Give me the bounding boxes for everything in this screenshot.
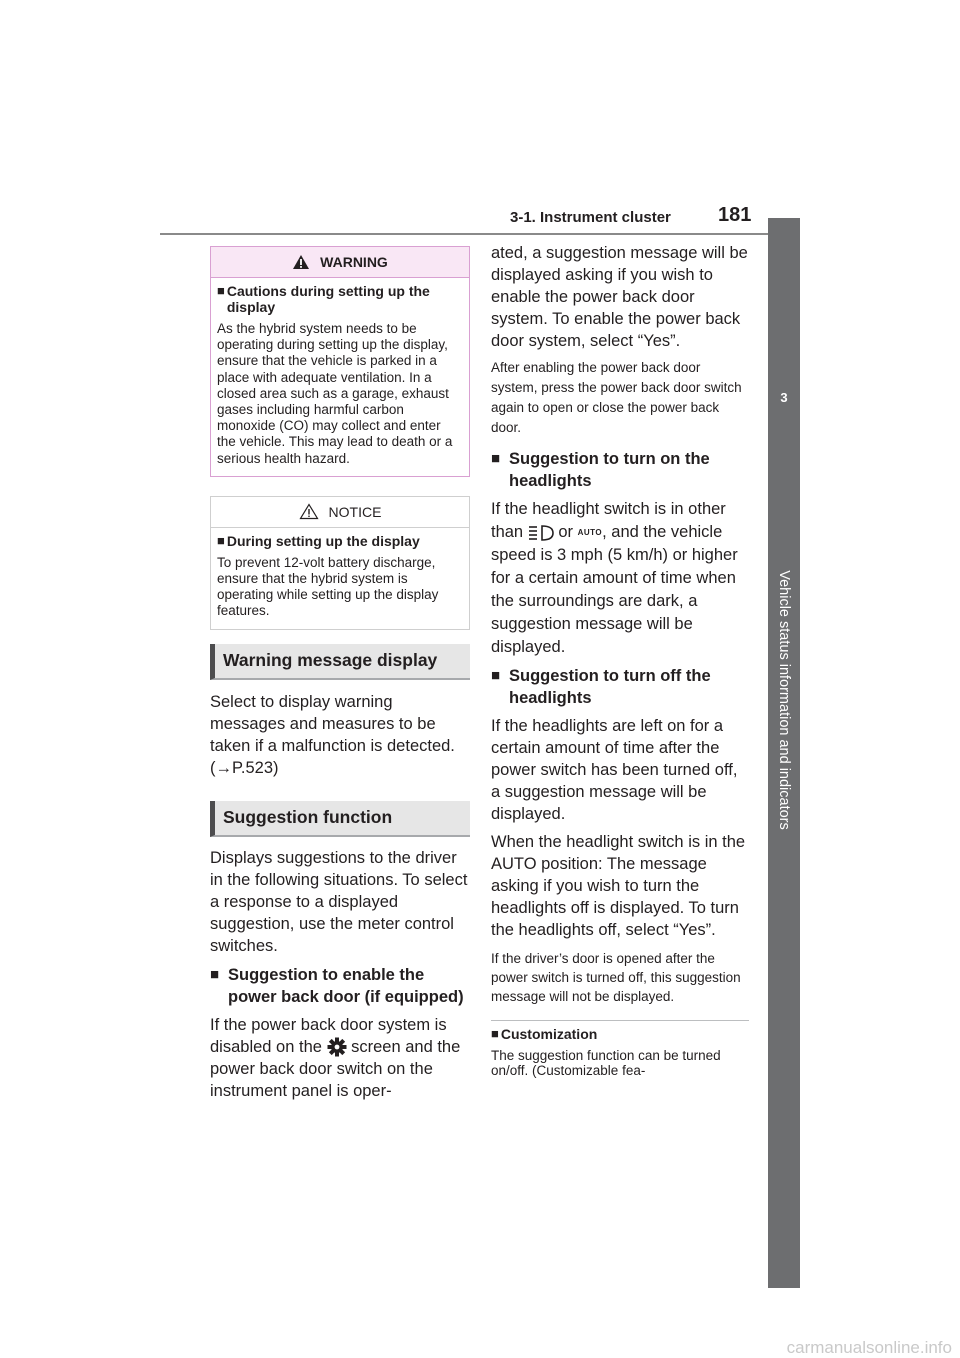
customization-heading: ■ Customization <box>491 1026 598 1043</box>
chapter-title: Vehicle status information and indicators <box>776 570 792 830</box>
suggestion-heading: Suggestion function <box>210 801 470 837</box>
notice-label: NOTICE <box>328 503 382 520</box>
warning-text: As the hybrid system needs to be operating during setting up the display, ensure that the vehicle is parked in a place with adequate ventilation. In a closed area such as a garage, exhaust gases including harmful carbon monoxide (CO) may collect and enter the vehicle. This may lead to death or a serious health hazard. <box>217 321 453 466</box>
warning-triangle-icon <box>292 254 310 270</box>
square-bullet-icon: ■ <box>491 450 501 467</box>
section-title: 3-1. Instrument cluster <box>510 209 671 226</box>
right-column <box>491 242 749 1078</box>
square-bullet-icon: ■ <box>217 283 225 298</box>
notice-header <box>211 497 469 528</box>
power-back-door-note: After enabling the power back door system, press the power back door switch again to open or close the power back door. <box>491 360 742 435</box>
page-reference-link[interactable]: P.523) <box>232 758 279 777</box>
warning-subheading: ■ Cautions during setting up the display <box>217 283 430 315</box>
page-number: 181 <box>718 204 752 226</box>
headlights-off-text-1: If the headlights are left on for a certain amount of time after the power switch has been turned off, a suggestion message will be displayed. <box>491 717 738 824</box>
power-back-door-continuation: ated, a suggestion message will be displayed asking if you wish to enable the power back door system. To enable the power back door system, select “Yes”. <box>491 244 748 350</box>
caution-triangle-icon <box>299 503 319 520</box>
square-bullet-icon: ■ <box>491 1026 499 1042</box>
square-bullet-icon: ■ <box>491 667 501 685</box>
header-divider <box>160 233 800 235</box>
square-bullet-icon: ■ <box>217 532 225 548</box>
headlights-off-text-2: When the headlight switch is in the AUTO position: The message asking if you wish to turn the headlights off is displayed. To turn the headlights off, select “Yes”. <box>491 833 746 940</box>
headlights-off-note: If the driver’s door is opened after the power switch is turned off, this suggestion message will not be displayed. <box>491 951 741 1005</box>
warning-message-heading: Warning message display <box>210 644 470 680</box>
warning-header <box>211 247 469 278</box>
chapter-number: 3 <box>780 390 788 405</box>
auto-label: AUTO <box>577 528 603 538</box>
watermark: carmanualsonline.info <box>786 1338 952 1357</box>
customization-text: The suggestion function can be turned on/off. (Customizable fea- <box>491 1048 721 1079</box>
suggestion-intro: Displays suggestions to the driver in the following situations. To select a response to a displayed suggestion, use the meter control switches. <box>210 848 468 955</box>
gear-icon <box>327 1037 347 1057</box>
arrow-icon: → <box>215 758 232 777</box>
headlights-on-text: If the headlight switch is in other than or AUTO, and the vehicle speed is 3 mph (5 km/h) or higher for a certain amount of time when the surroundings are dark, a suggestion message will be displayed. <box>491 500 738 657</box>
warning-label: WARNING <box>320 254 388 270</box>
warning-message-text: Select to display warning messages and measures to be taken if a malfunction is detected. (→P.523) <box>210 692 455 777</box>
notice-subheading: ■ During setting up the display <box>217 532 420 549</box>
headlights-off-heading: ■ Suggestion to turn off the headlights <box>491 667 711 708</box>
warning-box <box>210 246 470 477</box>
left-column <box>210 246 470 1102</box>
headlights-on-heading: ■ Suggestion to turn on the headlights <box>491 450 710 490</box>
customization-divider <box>491 1020 749 1021</box>
headlight-icon <box>528 524 554 542</box>
power-back-door-heading: ■ Suggestion to enable the power back door (if equipped) <box>210 965 464 1006</box>
notice-text: To prevent 12-volt battery discharge, ensure that the hybrid system is operating while setting up the display features. <box>217 554 439 619</box>
power-back-door-text: If the power back door system is disabled on the screen and the power back door switch on the instrument panel is oper- <box>210 1015 461 1100</box>
notice-box <box>210 496 470 630</box>
square-bullet-icon: ■ <box>210 965 220 983</box>
